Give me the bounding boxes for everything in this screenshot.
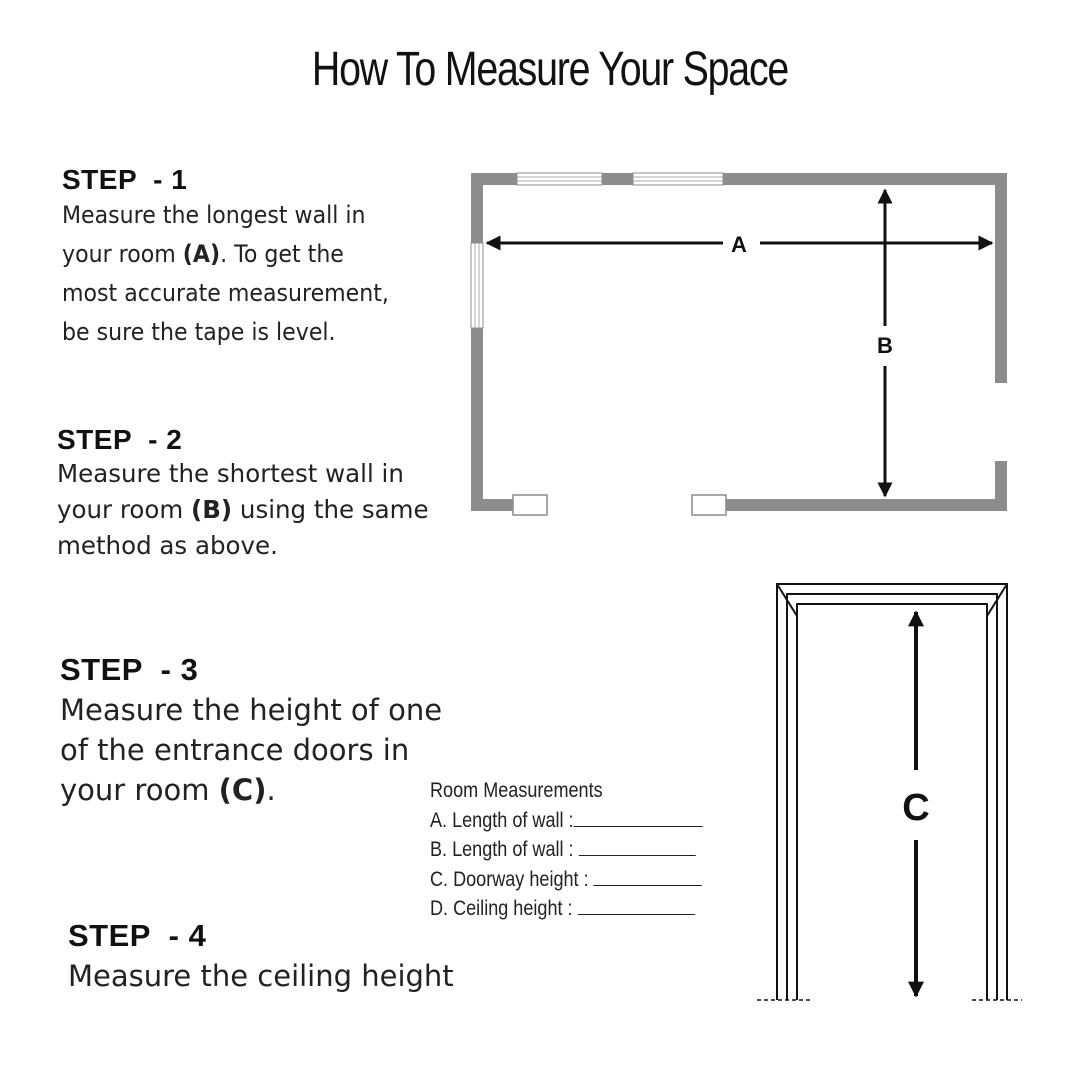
step-3-heading: STEP - 3	[60, 652, 199, 687]
wall-left	[471, 173, 483, 511]
window-top-1	[517, 173, 602, 185]
door-jamb-left	[513, 495, 547, 515]
step-4-heading: STEP - 4	[68, 918, 207, 953]
label-b: B	[877, 333, 893, 358]
wall-bottom-left	[471, 499, 517, 511]
label-c: C	[902, 787, 930, 829]
label-a: A	[731, 232, 747, 257]
step-1-heading: STEP - 1	[62, 164, 188, 195]
measurement-c: C. Doorway height :	[430, 865, 714, 895]
step-4-text: Measure the ceiling height	[68, 959, 454, 993]
measurement-d: D. Ceiling height :	[430, 894, 714, 924]
wall-right-upper	[995, 173, 1007, 383]
measurement-b: B. Length of wall :	[430, 835, 714, 865]
step-1-text: Measure the longest wall in your room (A). To get the most accurate measurement, be sure the tape is level.	[62, 201, 389, 346]
page-title: How To Measure Your Space	[311, 43, 789, 96]
door-frame	[757, 584, 1022, 1000]
window-left	[471, 243, 483, 328]
measurement-a: A. Length of wall :	[430, 806, 714, 836]
step-2-heading: STEP - 2	[57, 424, 183, 455]
room-floor-plan	[471, 173, 1007, 515]
room-measurements-title: Room Measurements	[430, 779, 603, 802]
step-2-text: Measure the shortest wall in your room (B) using the same method as above.	[57, 459, 429, 560]
wall-bottom-right	[725, 499, 1007, 511]
window-top-2	[633, 173, 723, 185]
door-jamb-right	[692, 495, 726, 515]
step-3-text: Measure the height of one of the entrance doors in your room (C).	[60, 693, 443, 807]
